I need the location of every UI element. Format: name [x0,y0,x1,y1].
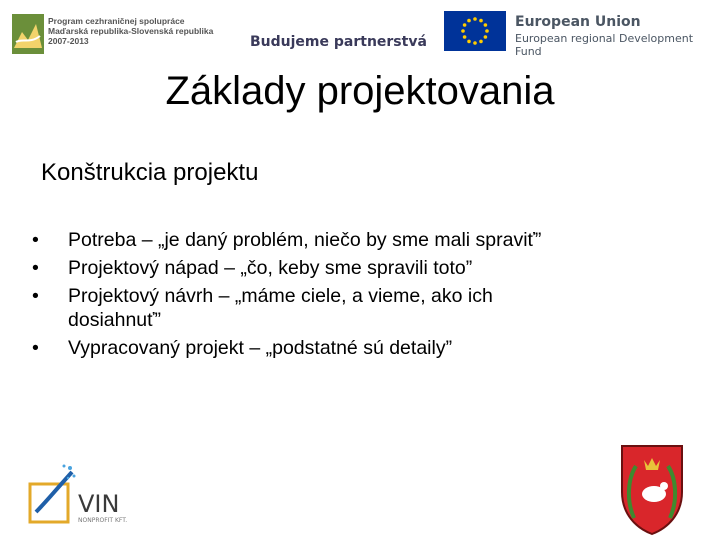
vin-emblem-icon [30,465,76,523]
bullet-item [30,284,690,332]
bullet-text-continuation: dosiahnuť” [68,309,161,331]
bullet-text: Projektový návrh – „máme ciele, a vieme, ako ich [68,285,493,307]
program-years: 2007-2013 [48,36,89,46]
bullet-text: Projektový nápad – „čo, keby sme spravili toto” [68,257,473,279]
program-line: Program cezhraničnej spolupráce [48,16,185,26]
vin-wordmark: VIN [78,490,120,518]
bullet-marker: • [32,229,39,251]
bullet-marker: • [32,337,39,359]
eu-subtitle: European regional Development Fund [515,32,694,58]
vin-tagline: NONPROFIT KFT. [78,517,128,524]
bullet-marker: • [32,285,39,307]
bullet-list [30,228,690,364]
coat-of-arms-icon [612,440,692,536]
eu-title: European Union [515,14,641,30]
motto-text: Budujeme partnerstvá [250,34,427,50]
program-name [48,16,213,46]
slide-title: Základy projektovania [165,69,555,113]
section-heading: Konštrukcia projektu [41,159,259,186]
program-line: Maďarská republika-Slovenská republika [48,26,214,36]
vin-logo [28,462,148,532]
bullet-marker: • [32,257,39,279]
bullet-item [30,256,690,280]
bullet-item [30,336,690,360]
bullet-item [30,228,690,252]
bullet-text: Vypracovaný projekt – „podstatné sú detaily” [68,337,453,359]
eu-flag-icon [444,11,506,51]
bullet-text: Potreba – „je daný problém, niečo by sme mali spraviť” [68,229,542,251]
mountain-emblem-icon [12,14,44,54]
